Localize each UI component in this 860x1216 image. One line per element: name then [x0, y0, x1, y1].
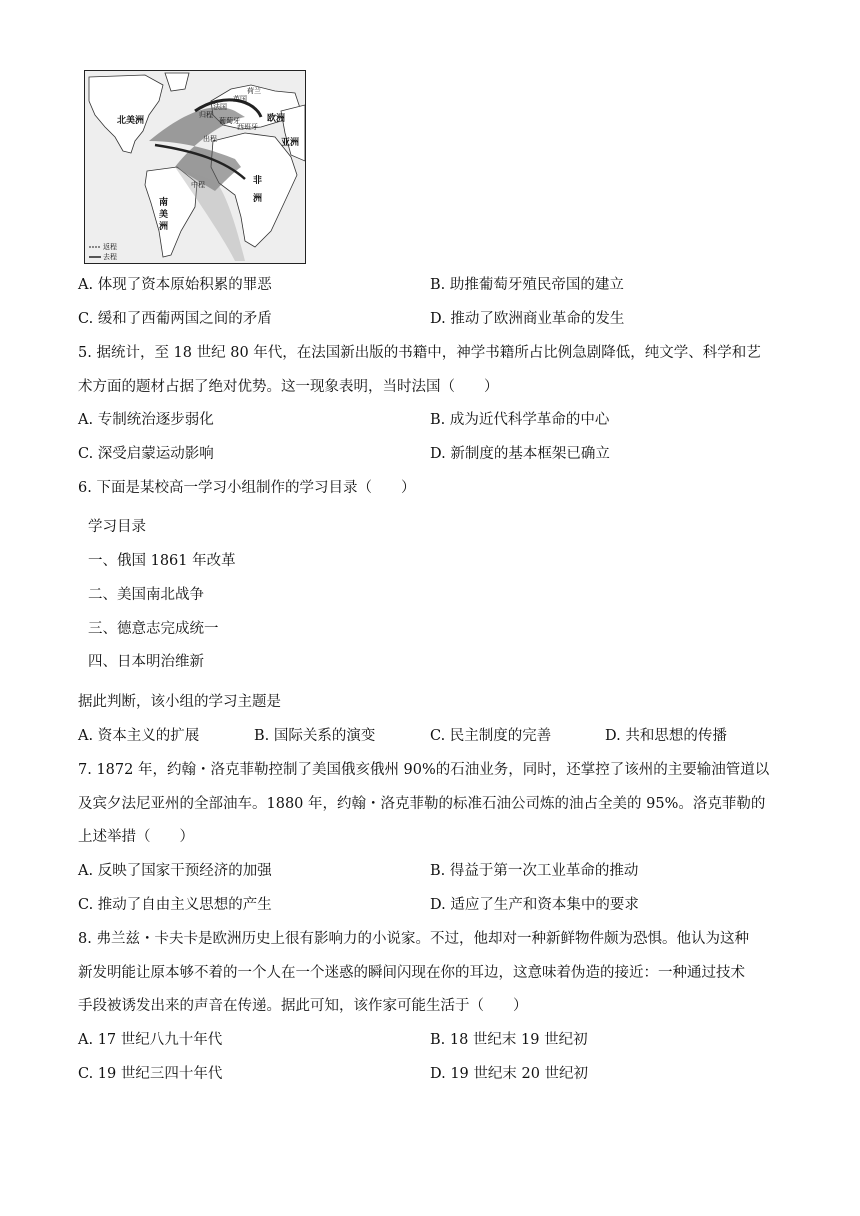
map-drawing [85, 71, 305, 263]
label-south-america-2: 美 [159, 210, 169, 220]
q6-option-b: B. 国际关系的演变 [254, 728, 376, 744]
q8-option-d: D. 19 世纪末 20 世纪初 [430, 1066, 589, 1082]
q6-option-a: A. 资本主义的扩展 [78, 728, 200, 744]
q5-stem-line2: 术方面的题材占据了绝对优势。这一现象表明，当时法国（ ） [78, 379, 499, 395]
label-outbound: 出程 [203, 135, 217, 143]
q4-option-a: A. 体现了资本原始积累的罪恶 [78, 277, 272, 293]
label-england: 英国 [233, 95, 247, 103]
q6-toc-item: 三、德意志完成统一 [88, 621, 219, 637]
q5-option-a: A. 专制统治逐步弱化 [78, 412, 214, 428]
label-africa-1: 非 [253, 176, 263, 186]
q7-option-b: B. 得益于第一次工业革命的推动 [430, 863, 639, 879]
q4-option-d: D. 推动了欧洲商业革命的发生 [430, 311, 625, 327]
label-middle: 中程 [191, 181, 205, 189]
q7-option-a: A. 反映了国家干预经济的加强 [78, 863, 272, 879]
label-europe: 欧洲 [267, 114, 286, 124]
q8-stem-line2: 新发明能让原本够不着的一个人在一个迷惑的瞬间闪现在你的耳边，这意味着伪造的接近：一种通过技术 [78, 965, 745, 981]
q6-toc-item: 二、美国南北战争 [88, 587, 204, 603]
q8-option-a: A. 17 世纪八九十年代 [78, 1032, 223, 1048]
q7-stem-line2: 及宾夕法尼亚州的全部油车。1880 年，约翰・洛克菲勒的标准石油公司炼的油占全美的 95%。洛克菲勒的 [78, 796, 766, 812]
label-south-america-1: 南 [159, 198, 169, 208]
q8-option-c: C. 19 世纪三四十年代 [78, 1066, 223, 1082]
label-return: 归程 [199, 111, 213, 119]
q4-option-b: B. 助推葡萄牙殖民帝国的建立 [430, 277, 624, 293]
q6-option-c: C. 民主制度的完善 [430, 728, 552, 744]
label-north-america: 北美洲 [117, 116, 145, 126]
q5-option-d: D. 新制度的基本框架已确立 [430, 446, 610, 462]
triangular-trade-map [84, 70, 306, 264]
label-portugal: 葡萄牙 [219, 117, 240, 125]
q5-option-c: C. 深受启蒙运动影响 [78, 446, 214, 462]
label-africa-2: 洲 [253, 194, 263, 204]
q6-option-d: D. 共和思想的传播 [605, 728, 727, 744]
label-holland: 荷兰 [247, 87, 261, 95]
q6-toc-item: 四、日本明治维新 [88, 654, 204, 670]
label-south-america-3: 洲 [159, 222, 169, 232]
q7-option-d: D. 适应了生产和资本集中的要求 [430, 897, 639, 913]
q7-option-c: C. 推动了自由主义思想的产生 [78, 897, 272, 913]
q5-option-b: B. 成为近代科学革命的中心 [430, 412, 610, 428]
q8-option-b: B. 18 世纪末 19 世纪初 [430, 1032, 588, 1048]
q7-stem-line3: 上述举措（ ） [78, 829, 194, 845]
legend-return: 返程 [103, 243, 117, 251]
q4-option-c: C. 缓和了西葡两国之间的矛盾 [78, 311, 272, 327]
q6-toc-item: 一、俄国 1861 年改革 [88, 553, 236, 569]
q5-stem-line1: 5. 据统计，至 18 世纪 80 年代，在法国新出版的书籍中，神学书籍所占比例急剧降低，纯文学、科学和艺 [78, 345, 761, 361]
label-asia: 亚洲 [281, 138, 300, 148]
q8-stem-line1: 8. 弗兰兹・卡夫卡是欧洲历史上很有影响力的小说家。不过，他却对一种新鲜物件颇为恐惧。他认为这种 [78, 931, 749, 947]
legend-outbound: 去程 [103, 253, 117, 261]
q6-question: 据此判断，该小组的学习主题是 [78, 694, 281, 710]
label-france: 法国 [213, 103, 227, 111]
q6-stem: 6. 下面是某校高一学习小组制作的学习目录（ ） [78, 480, 416, 496]
q6-toc-title: 学习目录 [88, 519, 146, 535]
q8-stem-line3: 手段被诱发出来的声音在传递。据此可知，该作家可能生活于（ ） [78, 998, 528, 1014]
label-spain: 西班牙 [237, 123, 258, 131]
q7-stem-line1: 7. 1872 年，约翰・洛克菲勒控制了美国俄亥俄州 90%的石油业务，同时，还掌控了该州的主要输油管道以 [78, 762, 770, 778]
